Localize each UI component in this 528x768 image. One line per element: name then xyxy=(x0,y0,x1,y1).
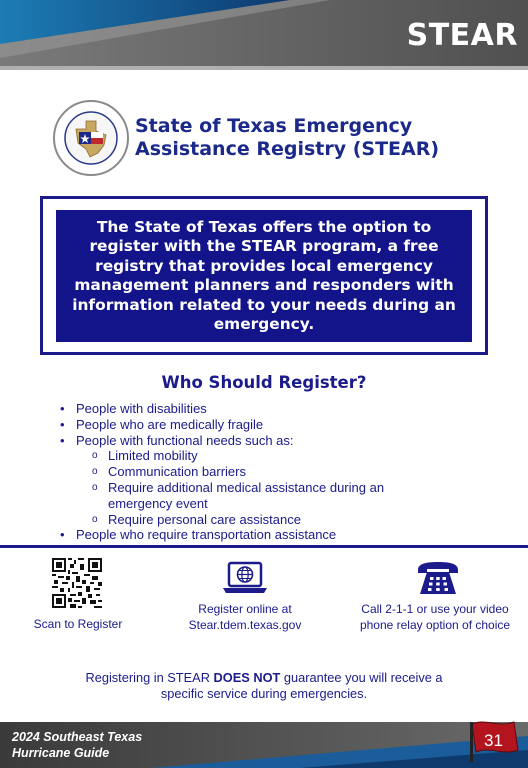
intro-line: The State of Texas offers the option to xyxy=(96,217,432,236)
intro-panel xyxy=(56,210,472,342)
page-title: STEAR xyxy=(406,18,518,53)
functional-needs-sublist xyxy=(76,448,440,527)
who-should-register-heading: Who Should Register? xyxy=(161,373,367,392)
page-header xyxy=(0,0,528,70)
tdem-seal-logo xyxy=(52,99,130,177)
who-should-register-list xyxy=(60,401,440,543)
page-footer xyxy=(0,722,528,768)
register-online-line-1: Register online at xyxy=(198,602,292,616)
list-item xyxy=(60,433,440,528)
sublist-item: o Require personal care assistance xyxy=(92,512,440,528)
list-item: • People who are medically fragile xyxy=(60,417,440,433)
disclaimer-emphasis: DOES NOT xyxy=(213,670,281,685)
call-211-line-1: Call 2-1-1 or use your video xyxy=(361,602,509,616)
sublist-item: o Limited mobility xyxy=(92,448,440,464)
footer-line-2: Hurricane Guide xyxy=(12,745,110,760)
disclaimer-text: Registering in STEAR xyxy=(85,670,214,685)
register-online-label xyxy=(170,602,320,633)
intro-line: registry that provides local emergency xyxy=(95,256,433,275)
intro-line: management planners and responders with xyxy=(74,276,454,294)
disclaimer-line-1 xyxy=(50,670,478,686)
call-211-label xyxy=(346,602,524,633)
qr-code-icon[interactable] xyxy=(52,558,102,608)
intro-box xyxy=(40,196,488,355)
page-number: 31 xyxy=(484,731,503,750)
telephone-icon xyxy=(415,560,461,596)
list-item-label: People with functional needs such as: xyxy=(76,432,294,448)
org-title-line-2: Assistance Registry (STEAR) xyxy=(135,138,440,160)
globe-laptop-icon xyxy=(222,560,268,596)
sublist-item: o Require additional medical assistance during an emergency event xyxy=(92,480,440,512)
disclaimer xyxy=(50,670,478,702)
org-title-line-1: State of Texas Emergency xyxy=(135,115,413,137)
disclaimer-text: guarantee you will receive a xyxy=(280,670,443,685)
intro-line: information related to your needs during an xyxy=(72,295,456,314)
intro-text xyxy=(72,218,456,335)
call-211-line-2: phone relay option of choice xyxy=(359,617,511,632)
section-divider xyxy=(0,545,528,548)
register-online-link[interactable]: Stear.tdem.texas.gov xyxy=(188,617,302,632)
list-item: • People who require transportation assistance xyxy=(60,527,440,543)
sublist-item: o Communication barriers xyxy=(92,464,440,480)
footer-line-1: 2024 Southeast Texas xyxy=(12,730,143,744)
footer-guide-title xyxy=(12,730,142,761)
list-item: • People with disabilities xyxy=(60,401,440,417)
intro-line: register with the STEAR program, a free xyxy=(89,237,439,255)
disclaimer-line-2: specific service during emergencies. xyxy=(160,686,368,701)
organization-title xyxy=(135,115,439,161)
intro-line: emergency. xyxy=(213,315,315,333)
scan-to-register-label: Scan to Register xyxy=(33,617,123,631)
